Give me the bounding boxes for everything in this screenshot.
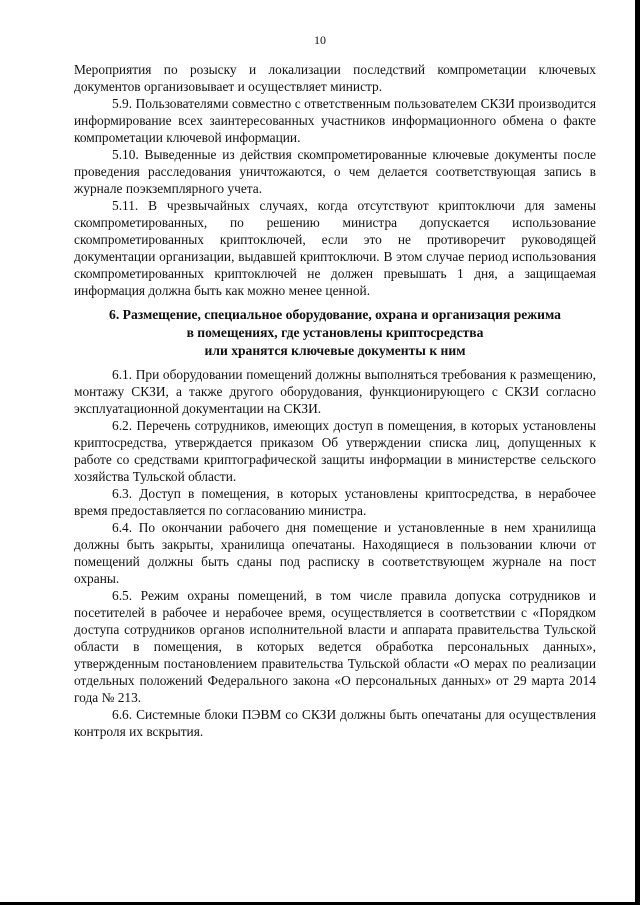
scan-edge-right (635, 0, 640, 905)
section-heading-line-1: 6. Размещение, специальное оборудование, охрана и организация режима (109, 307, 561, 322)
paragraph-6-6: 6.6. Системные блоки ПЭВМ со СКЗИ должны быть опечатаны для осуществления контроля их вскрытия. (74, 707, 596, 739)
paragraph-intro: Мероприятия по розыску и локализации последствий компрометации ключевых документов организовывает и осуществляет министр. (74, 62, 596, 94)
section-heading-line-2: в помещениях, где установлены криптосредства (186, 325, 484, 340)
paragraph-5-9: 5.9. Пользователями совместно с ответственным пользователем СКЗИ производится информирование всех заинтересованных участников информационного обмена о факте компрометации ключевой информации. (74, 96, 596, 145)
section-heading-line-3: или хранятся ключевые документы к ним (204, 343, 466, 358)
section-heading (74, 306, 596, 360)
page-number: 10 (314, 33, 326, 47)
paragraph-6-5: 6.5. Режим охраны помещений, в том числе правила допуска сотрудников и посетителей в рабочее и нерабочее время, осуществляется в соответствии с «Порядком доступа сотрудников органов исполнительной власти и аппарата правительства Тульской области в помещения, в которых ведется обработка персональных данных», утвержденным постановлением правительства Тульской области «О мерах по реализации отдельных положений Федерального закона «О персональных данных» от 29 марта 2014 года № 213. (74, 588, 596, 705)
paragraph-6-4: 6.4. По окончании рабочего дня помещение и установленные в нем хранилища должны быть закрыты, хранилища опечатаны. Находящиеся в пользовании ключи от помещений должны быть сданы под расписку в соответствующем журнале на пост охраны. (74, 520, 596, 586)
paragraph-6-2: 6.2. Перечень сотрудников, имеющих доступ в помещения, в которых установлены криптосредства, утверждается приказом Об утверждении списка лиц, допущенных к работе со средствами криптографической защиты информации в министерстве сельского хозяйства Тульской области. (74, 418, 596, 484)
paragraph-5-11: 5.11. В чрезвычайных случаях, когда отсутствуют криптоключи для замены скомпрометированных, по решению министра допускается использование скомпрометированных криптоключей, если это не противоречит руководящей документации организации, выдавшей криптоключи. В этом случае период использования скомпрометированных криптоключей не должен превышать 1 дня, а защищаемая информация должна быть как можно менее ценной. (74, 198, 596, 298)
paragraph-6-3: 6.3. Доступ в помещения, в которых установлены криптосредства, в нерабочее время предоставляется по согласованию министра. (74, 486, 596, 518)
document-body (74, 61, 596, 740)
paragraph-6-1: 6.1. При оборудовании помещений должны выполняться требования к размещению, монтажу СКЗИ, а также другого оборудования, функционирующего с СКЗИ согласно эксплуатационной документации на СКЗИ. (74, 367, 596, 416)
paragraph-5-10: 5.10. Выведенные из действия скомпрометированные ключевые документы после проведения расследования уничтожаются, о чем делается соответствующая запись в журнале поэкземплярного учета. (74, 147, 596, 196)
